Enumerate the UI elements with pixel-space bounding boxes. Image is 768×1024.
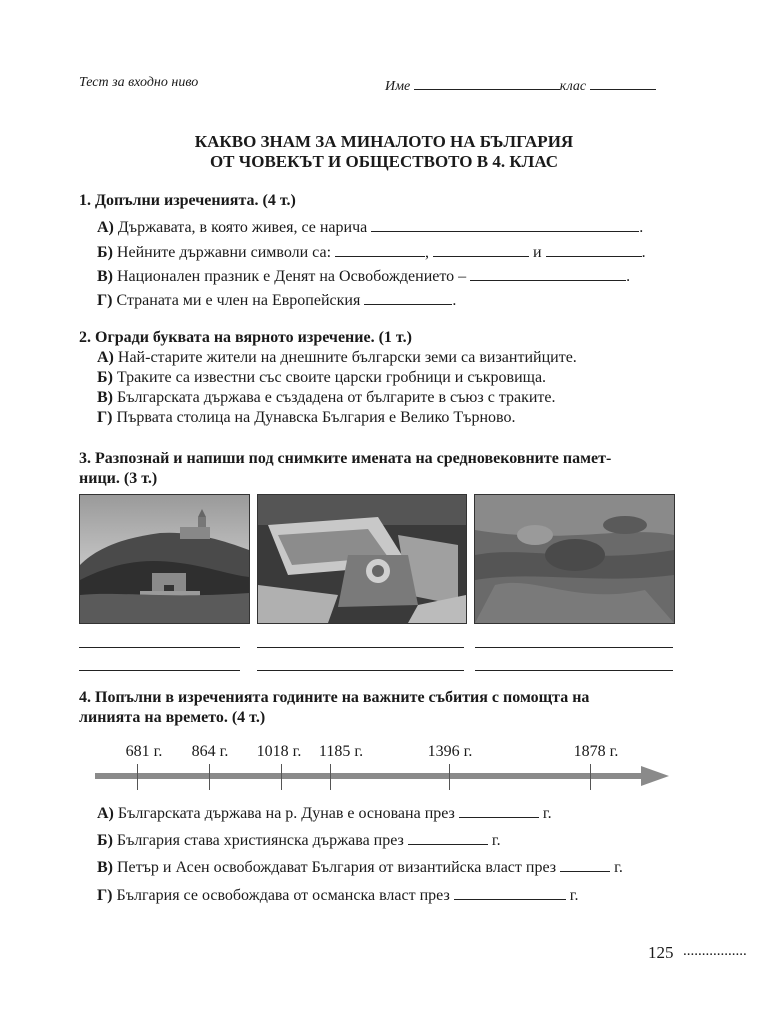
q1-d-text: Страната ми е член на Европейския (116, 292, 361, 309)
test-label: Тест за входно ниво (79, 75, 199, 90)
photo2-answer-line-1[interactable] (257, 647, 464, 648)
q2-a-letter[interactable]: А) (97, 349, 114, 366)
page-title-line1: КАКВО ЗНАМ ЗА МИНАЛОТО НА БЪЛГАРИЯ (194, 132, 574, 151)
timeline-arrow (95, 766, 675, 786)
page-title-line2: ОТ ЧОВЕКЪТ И ОБЩЕСТВОТО В 4. КЛАС (209, 152, 559, 171)
timeline-label-1185: 1185 г. (318, 743, 364, 760)
q4-a-unit: г. (542, 805, 552, 822)
q1-b-blank-3[interactable] (546, 242, 642, 257)
q2-b-text: Траките са известни със своите царски гробници и съкровища. (116, 369, 547, 386)
q4-b-letter: Б) (97, 832, 113, 849)
q4-b-text: България става християнска държава през (116, 832, 404, 849)
q4-c-text: Петър и Асен освобождават България от византийска власт през (117, 859, 557, 876)
class-label: клас (559, 79, 587, 94)
q1-c-letter: В) (97, 268, 113, 285)
q2-option-a[interactable] (97, 349, 577, 367)
q4-a-letter: А) (97, 805, 114, 822)
page-number: 125 (648, 943, 674, 962)
q1-b-text: Нейните държавни символи са: (116, 244, 332, 261)
timeline-tick-864 (209, 764, 210, 790)
timeline-tick-1018 (281, 764, 282, 790)
q1-item-b: Б) Нейните държавни символи са: , и . (97, 244, 646, 261)
q2-a-text: Най-старите жители на днешните български земи са византийците. (117, 349, 577, 366)
q4-a-blank[interactable] (459, 803, 539, 818)
q3-heading-line2: ници. (3 т.) (79, 470, 158, 487)
photo-fortress (79, 494, 250, 624)
footer-dots: ................. (683, 943, 747, 959)
q1-item-c: В) Национален празник е Денят на Освобождението – . (97, 268, 631, 285)
timeline-label-864: 864 г. (191, 743, 229, 760)
q4-heading-line1: 4. Попълни в изреченията годините на важните събития с помощта на (79, 689, 590, 706)
q4-item-a (97, 803, 552, 823)
q3-heading-line1: 3. Разпознай и напиши под снимките имената на средновековните памет- (79, 450, 612, 467)
photo3-answer-line-1[interactable] (475, 647, 673, 648)
q4-item-b (97, 830, 501, 850)
q1-a-letter: А) (97, 219, 114, 236)
timeline-tick-1185 (330, 764, 331, 790)
q2-d-text: Първата столица на Дунавска България е Велико Търново. (116, 409, 516, 426)
q4-b-blank[interactable] (408, 830, 488, 845)
q1-a-blank[interactable] (371, 217, 639, 232)
q2-heading: 2. Огради буквата на вярното изречение. (1 т.) (79, 329, 412, 346)
name-label: Име (385, 79, 411, 94)
q4-d-text: България се освобождава от османска власт през (116, 887, 450, 904)
q1-b-and: и (533, 244, 542, 261)
photo3-answer-line-2[interactable] (475, 670, 673, 671)
q4-c-letter: В) (97, 859, 113, 876)
q2-c-letter[interactable]: В) (97, 389, 113, 406)
q2-option-b[interactable] (97, 369, 546, 387)
q4-d-unit: г. (569, 887, 579, 904)
name-input-line[interactable] (414, 75, 560, 90)
q4-a-text: Българската държава на р. Дунав е основана през (117, 805, 455, 822)
q4-d-letter: Г) (97, 887, 113, 904)
q2-d-letter[interactable]: Г) (97, 409, 113, 426)
timeline-label-1396: 1396 г. (427, 743, 473, 760)
timeline-tick-1878 (590, 764, 591, 790)
q4-b-unit: г. (491, 832, 501, 849)
class-input-line[interactable] (590, 75, 656, 90)
q1-item-a: А) Държавата, в която живея, се нарича . (97, 219, 644, 236)
q4-c-unit: г. (614, 859, 623, 876)
name-field-row (385, 75, 656, 95)
q2-option-c[interactable] (97, 389, 556, 407)
q1-b-letter: Б) (97, 244, 113, 261)
q4-d-blank[interactable] (454, 885, 566, 900)
q4-heading-line2: линията на времето. (4 т.) (79, 709, 266, 726)
q2-b-letter[interactable]: Б) (97, 369, 113, 386)
q4-c-blank[interactable] (560, 857, 610, 872)
q2-c-text: Българската държава е създадена от българите в съюз с траките. (117, 389, 556, 406)
photo-monastery (257, 494, 467, 624)
q1-a-text: Държавата, в която живея, се нарича (117, 219, 368, 236)
timeline-label-681: 681 г. (125, 743, 163, 760)
q1-b-blank-1[interactable] (335, 242, 425, 257)
timeline-tick-681 (137, 764, 138, 790)
q1-d-letter: Г) (97, 292, 113, 309)
timeline-label-1878: 1878 г. (573, 743, 619, 760)
photo1-answer-line-2[interactable] (79, 670, 240, 671)
q1-d-blank[interactable] (364, 290, 452, 305)
photo2-answer-line-2[interactable] (257, 670, 464, 671)
q1-heading: 1. Допълни изреченията. (4 т.) (79, 192, 296, 209)
q4-item-c (97, 857, 623, 877)
q4-item-d (97, 885, 579, 905)
timeline-tick-1396 (449, 764, 450, 790)
q1-c-blank[interactable] (470, 266, 626, 281)
photo1-answer-line-1[interactable] (79, 647, 240, 648)
q1-b-blank-2[interactable] (433, 242, 529, 257)
q1-item-d: Г) Страната ми е член на Европейския . (97, 292, 457, 309)
q1-c-text: Национален празник е Денят на Освобождението – (117, 268, 467, 285)
timeline-label-1018: 1018 г. (256, 743, 302, 760)
q2-option-d[interactable] (97, 409, 515, 427)
photo-rock-relief (474, 494, 675, 624)
